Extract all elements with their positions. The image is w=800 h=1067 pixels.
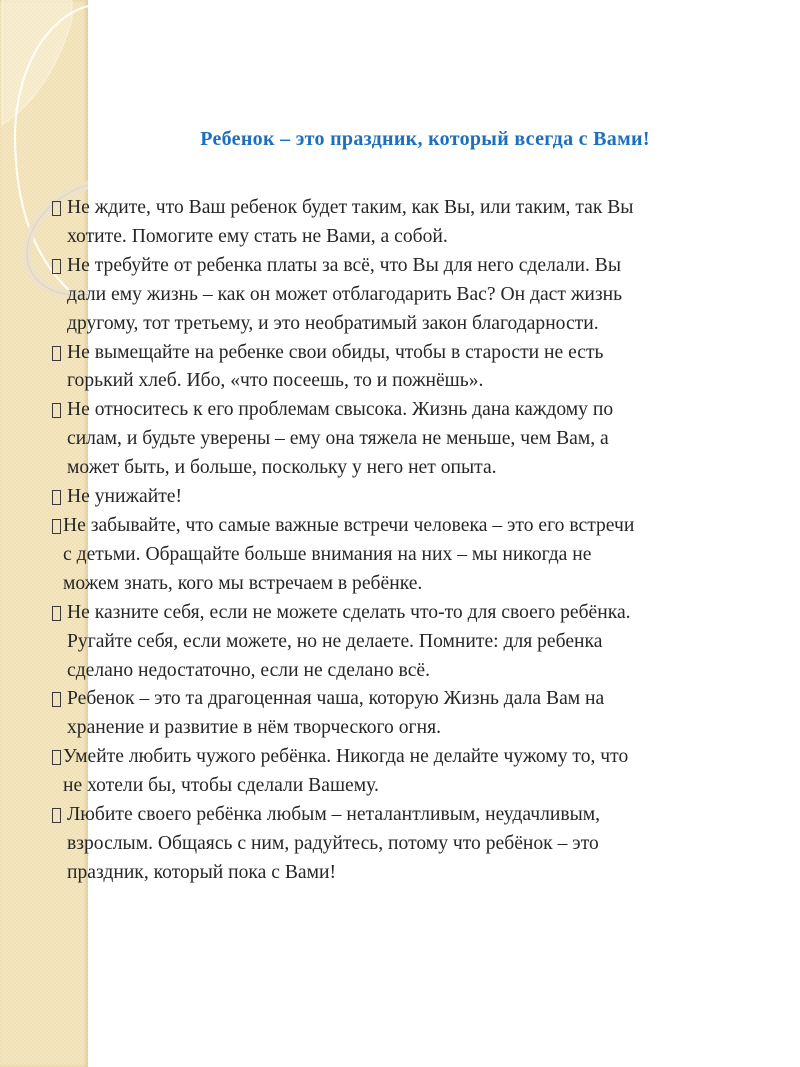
list-item [52, 685, 772, 743]
bullet-box-icon [52, 606, 61, 621]
list-item-line: не хотели бы, чтобы сделали Вашему. [63, 775, 379, 797]
bullet-box-icon [52, 750, 61, 765]
list-item-line: Ругайте себя, если можете, но не делаете. Помните: для ребенка [67, 630, 603, 652]
list-item [52, 339, 772, 397]
list-item-line: Умейте любить чужого ребёнка. Никогда не делайте чужому то, что [63, 746, 629, 768]
list-item [52, 396, 772, 483]
list-item-line: Не ждите, что Ваш ребенок будет таким, как Вы, или таким, так Вы [67, 197, 634, 218]
list-item [52, 483, 772, 512]
list-item-line: силам, и будьте уверены – ему она тяжела не меньше, чем Вам, а [67, 428, 609, 450]
list-item-line: хотите. Помогите ему стать не Вами, а собой. [67, 225, 448, 247]
list-item-line: с детьми. Обращайте больше внимания на них – мы никогда не [63, 543, 592, 565]
list-item-line: может быть, и больше, поскольку у него нет опыта. [67, 457, 497, 479]
list-item-line: Не вымещайте на ребенке свои обиды, чтобы в старости не есть [67, 341, 604, 363]
bullet-box-icon [52, 519, 61, 534]
list-item-line: Любите своего ребёнка любым – неталантливым, неудачливым, [67, 804, 601, 826]
bullet-box-icon [52, 201, 61, 216]
list-item [52, 599, 772, 686]
list-item [52, 252, 772, 339]
bullet-box-icon [52, 692, 61, 707]
list-item-line: взрослым. Общаясь с ним, радуйтесь, потому что ребёнок – это [67, 832, 599, 854]
list-item-line: сделано недостаточно, если не сделано всё. [67, 659, 430, 681]
list-item-line: праздник, который пока с Вами! [67, 861, 337, 883]
list-item-line: Не относитесь к его проблемам свысока. Жизнь дана каждому по [67, 399, 614, 421]
list-item-line: другому, тот третьему, и это необратимый закон благодарности. [67, 312, 599, 334]
page-title: Ребенок – это праздник, который всегда с Вами! [200, 128, 650, 150]
list-item-line: Не унижайте! [67, 486, 183, 508]
list-item-line: Не требуйте от ребенка платы за всё, что Вы для него сделали. Вы [67, 254, 622, 276]
bullet-box-icon [52, 259, 61, 274]
list-item [52, 801, 772, 888]
list-item-line: горький хлеб. Ибо, «что посеешь, то и пожнёшь». [67, 370, 484, 392]
list-item-line: можем знать, кого мы встречаем в ребёнке. [63, 572, 423, 594]
bullet-box-icon [52, 346, 61, 361]
advice-list [52, 194, 772, 888]
list-item [52, 512, 772, 599]
bullet-box-icon [52, 403, 61, 418]
list-item-line: Не забывайте, что самые важные встречи человека – это его встречи [63, 514, 635, 536]
bullet-box-icon [52, 490, 61, 505]
list-item-line: дали ему жизнь – как он может отблагодарить Вас? Он даст жизнь [67, 283, 623, 305]
list-item [52, 743, 772, 801]
list-item [52, 194, 772, 252]
list-item-line: Ребенок – это та драгоценная чаша, которую Жизнь дала Вам на [67, 688, 605, 710]
bullet-box-icon [52, 808, 61, 823]
list-item-line: Не казните себя, если не можете сделать что-то для своего ребёнка. [67, 601, 631, 623]
list-item-line: хранение и развитие в нём творческого огня. [67, 717, 441, 739]
